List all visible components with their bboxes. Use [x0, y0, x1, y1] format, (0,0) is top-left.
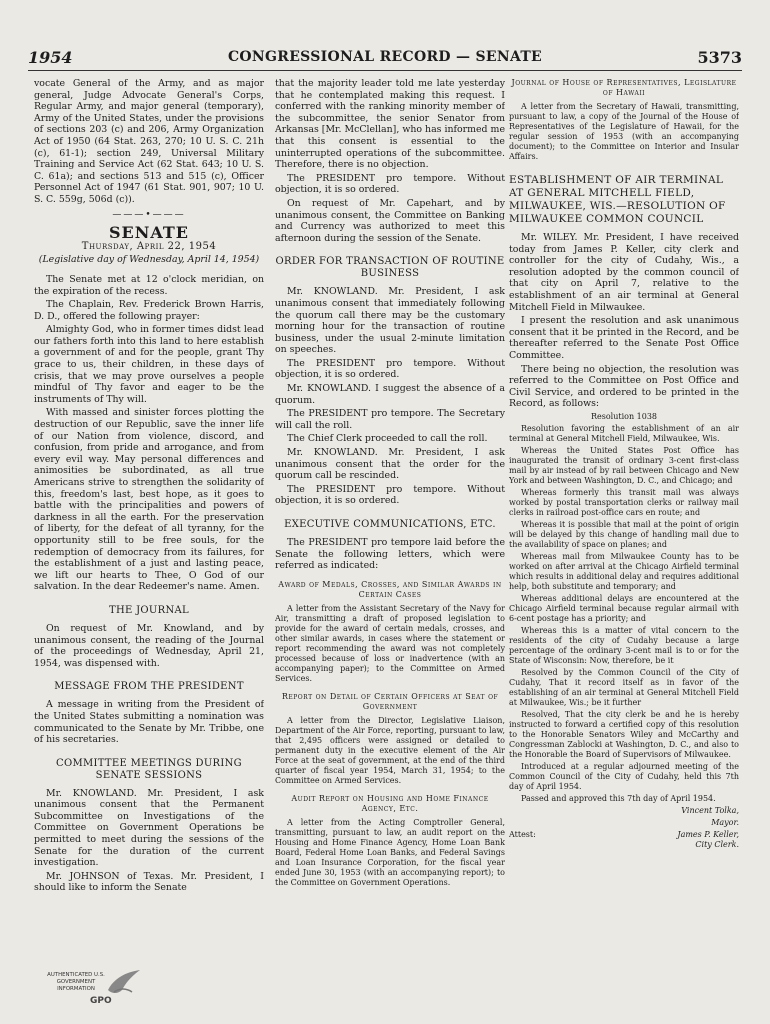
resolution-text: Whereas the United States Post Office has inaugurated the transit of ordinary 3-cent first-class mail by air instead of by rail between Chicago and New York and between Washington, D. C., and Chicago; and: [509, 445, 739, 485]
paragraph: A letter from the Acting Comptroller General, transmitting, pursuant to law, an audit report on the Housing and Home Finance Agency, Home Loan Bank Board, Federal Home Loan Banks, and Federal Savings and Loan Insurance Corporation, for the fiscal year ended June 30, 1953 (with an accompanying report); to the Committee on Government Operations.: [275, 817, 505, 887]
paragraph: The PRESIDENT pro tempore laid before the Senate the following letters, which were referred as indicated:: [275, 537, 505, 572]
signature-title: Mayor.: [711, 817, 739, 827]
section-heading-committee: COMMITTEE MEETINGS DURING SENATE SESSIONS: [56, 757, 242, 781]
header-page-number: 5373: [697, 48, 742, 67]
signature-name: James P. Keller,: [677, 829, 739, 839]
senate-heading: SENATE: [108, 223, 189, 243]
paragraph: Mr. JOHNSON of Texas. Mr. President, I should like to inform the Senate: [34, 870, 264, 894]
resolution-text: Passed and approved this 7th day of April 1954.: [521, 793, 716, 803]
prayer-paragraph: Almighty God, who in former times didst lead our fathers forth into this land to here establish a government of and for the people, grant Thy grace to us, their children, in these days of crisis, that we may prove ourselves a people mindful of Thy favor and eager to be the instruments of Thy will.: [34, 324, 264, 405]
paragraph: The PRESIDENT pro tempore. The Secretary will call the roll.: [275, 408, 505, 431]
resolution-text: Resolved by the Common Council of the City of Cudahy, That it record itself as in favor of the establishing of an air terminal at General Mitchell Field at Milwaukee, Wis.; be it further: [509, 667, 739, 707]
section-heading-establishment: ESTABLISHMENT OF AIR TERMINAL AT GENERAL MITCHELL FIELD, MILWAUKEE, WIS.—RESOLUTION OF MILWAUKEE COMMON COUNCIL: [509, 174, 726, 225]
gpo-authentication-logo: [46, 966, 146, 1016]
subheading-detail: Report on Detail of Certain Officers at Seat of Government: [281, 691, 499, 711]
resolution-text: Whereas it is possible that mail at the point of origin will be delayed by this change of handling mail due to the availability of space on planes; and: [509, 519, 739, 549]
paragraph: vocate General of the Army, and as major general, Judge Advocate General's Corps, Regular Army, and major general (temporary), Army of the United States, under the provisions of sections 203 (c) and 206, Army Organization Act of 1950 (64 Stat. 263, 270; 10 U. S. C. 21h (c), 61-1); section 249, Universal Military Training and Service Act (62 Stat. 643; 10 U. S. C. 61a); and sections 513 and 515 (c), Officer Personnel Act of 1947 (61 Stat. 901, 907; 10 U. S. C. 559g, 506d (c)).: [34, 78, 264, 205]
paragraph: I present the resolution and ask unanimous consent that it be printed in the Record, and be thereafter referred to the Senate Post Office Committee.: [509, 315, 739, 361]
prayer-paragraph: With massed and sinister forces plotting the destruction of our Republic, save the inner life of our Nation from violence, discord, and confusion, from pride and arrogance, and from every evil way. May personal differences and animosities be subordinated, as all true Americans strive to strengthen the solidarity of this, freedom's last, best hope, as it goes to battle with the principalities and powers of darkness in all the earth. For the preservation of liberty, for the defeat of all tyranny, for the opportunity still to be free souls, for the redemption of democracy from its failures, for the establishment of a just and lasting peace, we lift our hearts to Thee, O God of our salvation. In the dear Redeemer's name. Amen.: [34, 407, 264, 593]
paragraph: A letter from the Director, Legislative Liaison, Department of the Air Force, reporting, pursuant to law, that 2,495 officers were assigned or detailed to permanent duty in the executive element of the Air Force at the seat of government, at the end of the third quarter of fiscal year 1954, March 31, 1954; to the Committee on Armed Services.: [275, 715, 505, 785]
paragraph: A message in writing from the President of the United States submitting a nomination was communicated to the Senate by Mr. Tribbe, one of his secretaries.: [34, 699, 264, 746]
page-header: [28, 48, 742, 68]
resolution-text: Whereas formerly this transit mail was always worked by postal transportation clerks or railway mail clerks in railroad post-office cars en route; and: [509, 487, 739, 517]
paragraph: The PRESIDENT pro tempore. Without objection, it is so ordered.: [275, 357, 505, 381]
section-heading-executive: EXECUTIVE COMMUNICATIONS, ETC.: [284, 519, 496, 530]
resolution-text: Whereas additional delays are encountered at the Chicago Airfield terminal because regular airmail with 6-cent postage has a priority; and: [509, 593, 739, 623]
resolution-text: Whereas mail from Milwaukee County has to be worked on after arrival at the Chicago Airfield terminal which results in additional delay and requires additional help, both substitute and temporary; and: [509, 551, 739, 591]
section-heading-order: ORDER FOR TRANSACTION OF ROUTINE BUSINESS: [275, 256, 505, 280]
section-heading-journal: THE JOURNAL: [109, 604, 189, 616]
header-rule: [28, 70, 742, 71]
section-divider: ———•———: [112, 209, 186, 220]
signature-title: City Clerk.: [695, 839, 739, 849]
resolution-text: Resolved, That the city clerk be and he is hereby instructed to forward a certified copy of this resolution to the Honorable Senators Wiley and McCarthy and Congressman Zablocki at Washington, D. C., and also to the Honorable the Board of Supervisors of Milwaukee.: [509, 709, 739, 759]
paragraph: Mr. KNOWLAND. Mr. President, I ask unanimous consent that the Permanent Subcommittee on Investigations of the Committee on Government Operations be permitted to meet during the sessions of the Senate for the duration of the current investigation.: [34, 787, 264, 869]
paragraph: The Chaplain, Rev. Frederick Brown Harris, D. D., offered the following prayer:: [34, 299, 264, 322]
paragraph: The Senate met at 12 o'clock meridian, on the expiration of the recess.: [34, 273, 264, 297]
column-1: [34, 78, 264, 958]
resolution-text: Whereas this is a matter of vital concern to the residents of the city of Cudahy because a large percentage of the ordinary 3-cent mail is to or for the State of Wisconsin: Now, therefore, be it: [509, 625, 739, 665]
paragraph: A letter from the Assistant Secretary of the Navy for Air, transmitting a draft of proposed legislation to provide for the award of certain medals, crosses, and other similar awards, in cases where the statement or report recommending the award was not completely processed because of loss or inadvertence (with an accompanying paper); to the Committee on Armed Services.: [275, 603, 505, 683]
resolution-text: Resolution favoring the establishment of an air terminal at General Mitchell Field, Milwaukee, Wis.: [509, 423, 739, 443]
paragraph: that the majority leader told me late yesterday that he contemplated making this request. I conferred with the ranking minority member of the subcommittee, the senior Senator from Arkansas [Mr. McClellan], who has informed me that this consent is essential to the uninterrupted operations of the subcommittee. Therefore, there is no objection.: [275, 78, 505, 171]
paragraph: A letter from the Secretary of Hawaii, transmitting, pursuant to law, a copy of the Journal of the House of Representatives of the Legislature of Hawaii, for the regular session of 1953 (with an accompanying document); to the Committee on Interior and Insular Affairs.: [509, 102, 739, 161]
paragraph: On request of Mr. Capehart, and by unanimous consent, the Committee on Banking and Currency was authorized to meet this afternoon during the session of the Senate.: [275, 197, 505, 244]
paragraph: On request of Mr. Knowland, and by unanimous consent, the reading of the Journal of the proceedings of Wednesday, April 21, 1954, was dispensed with.: [34, 622, 264, 669]
signature-name: Vincent Tolka,: [681, 805, 739, 815]
subheading-audit: Audit Report on Housing and Home Finance Agency, Etc.: [291, 793, 489, 813]
paragraph: Mr. KNOWLAND. Mr. President, I ask unanimous consent that immediately following the quorum call there may be the customary morning hour for the transaction of routine business, under the usual 2-minute limitation on speeches.: [275, 286, 505, 356]
paragraph: There being no objection, the resolution was referred to the Committee on Post Office and Civil Service, and ordered to be printed in the Record, as follows:: [509, 363, 739, 410]
subheading-awards: Award of Medals, Crosses, and Similar Awards in Certain Cases: [278, 579, 502, 599]
subheading-hawaii: Journal of House of Representatives, Legislature of Hawaii: [511, 78, 737, 97]
resolution-text: Introduced at a regular adjourned meeting of the Common Council of the City of Cudahy, held this 7th day of April 1954.: [509, 761, 739, 791]
section-heading-message: MESSAGE FROM THE PRESIDENT: [54, 681, 244, 693]
paragraph: The Chief Clerk proceeded to call the roll.: [287, 433, 488, 445]
column-2: [275, 78, 505, 958]
gpo-mark: GPO: [90, 996, 112, 1006]
session-date: Thursday, April 22, 1954: [81, 240, 217, 252]
paragraph: Mr. KNOWLAND. Mr. President, I ask unanimous consent that the order for the quorum call be rescinded.: [275, 447, 505, 482]
legislative-day: (Legislative day of Wednesday, April 14, 1954): [38, 254, 260, 266]
paragraph: Mr. KNOWLAND. I suggest the absence of a quorum.: [275, 383, 505, 406]
paragraph: Mr. WILEY. Mr. President, I have received today from James P. Keller, city clerk and controller for the city of Cudahy, Wis., a resolution adopted by the common council of that city on April 7, relative to the establishment of an air terminal at General Mitchell Field in Milwaukee.: [509, 232, 739, 313]
paragraph: The PRESIDENT pro tempore. Without objection, it is so ordered.: [275, 483, 505, 507]
logo-text: AUTHENTICATED U.S. GOVERNMENT INFORMATION: [47, 972, 105, 992]
header-year: 1954: [28, 48, 73, 67]
resolution-title: Resolution 1038: [590, 411, 658, 421]
paragraph: The PRESIDENT pro tempore. Without objection, it is so ordered.: [275, 172, 505, 196]
header-title: CONGRESSIONAL RECORD — SENATE: [227, 49, 543, 65]
column-3: [509, 78, 739, 958]
attest-label: Attest:: [509, 829, 536, 839]
